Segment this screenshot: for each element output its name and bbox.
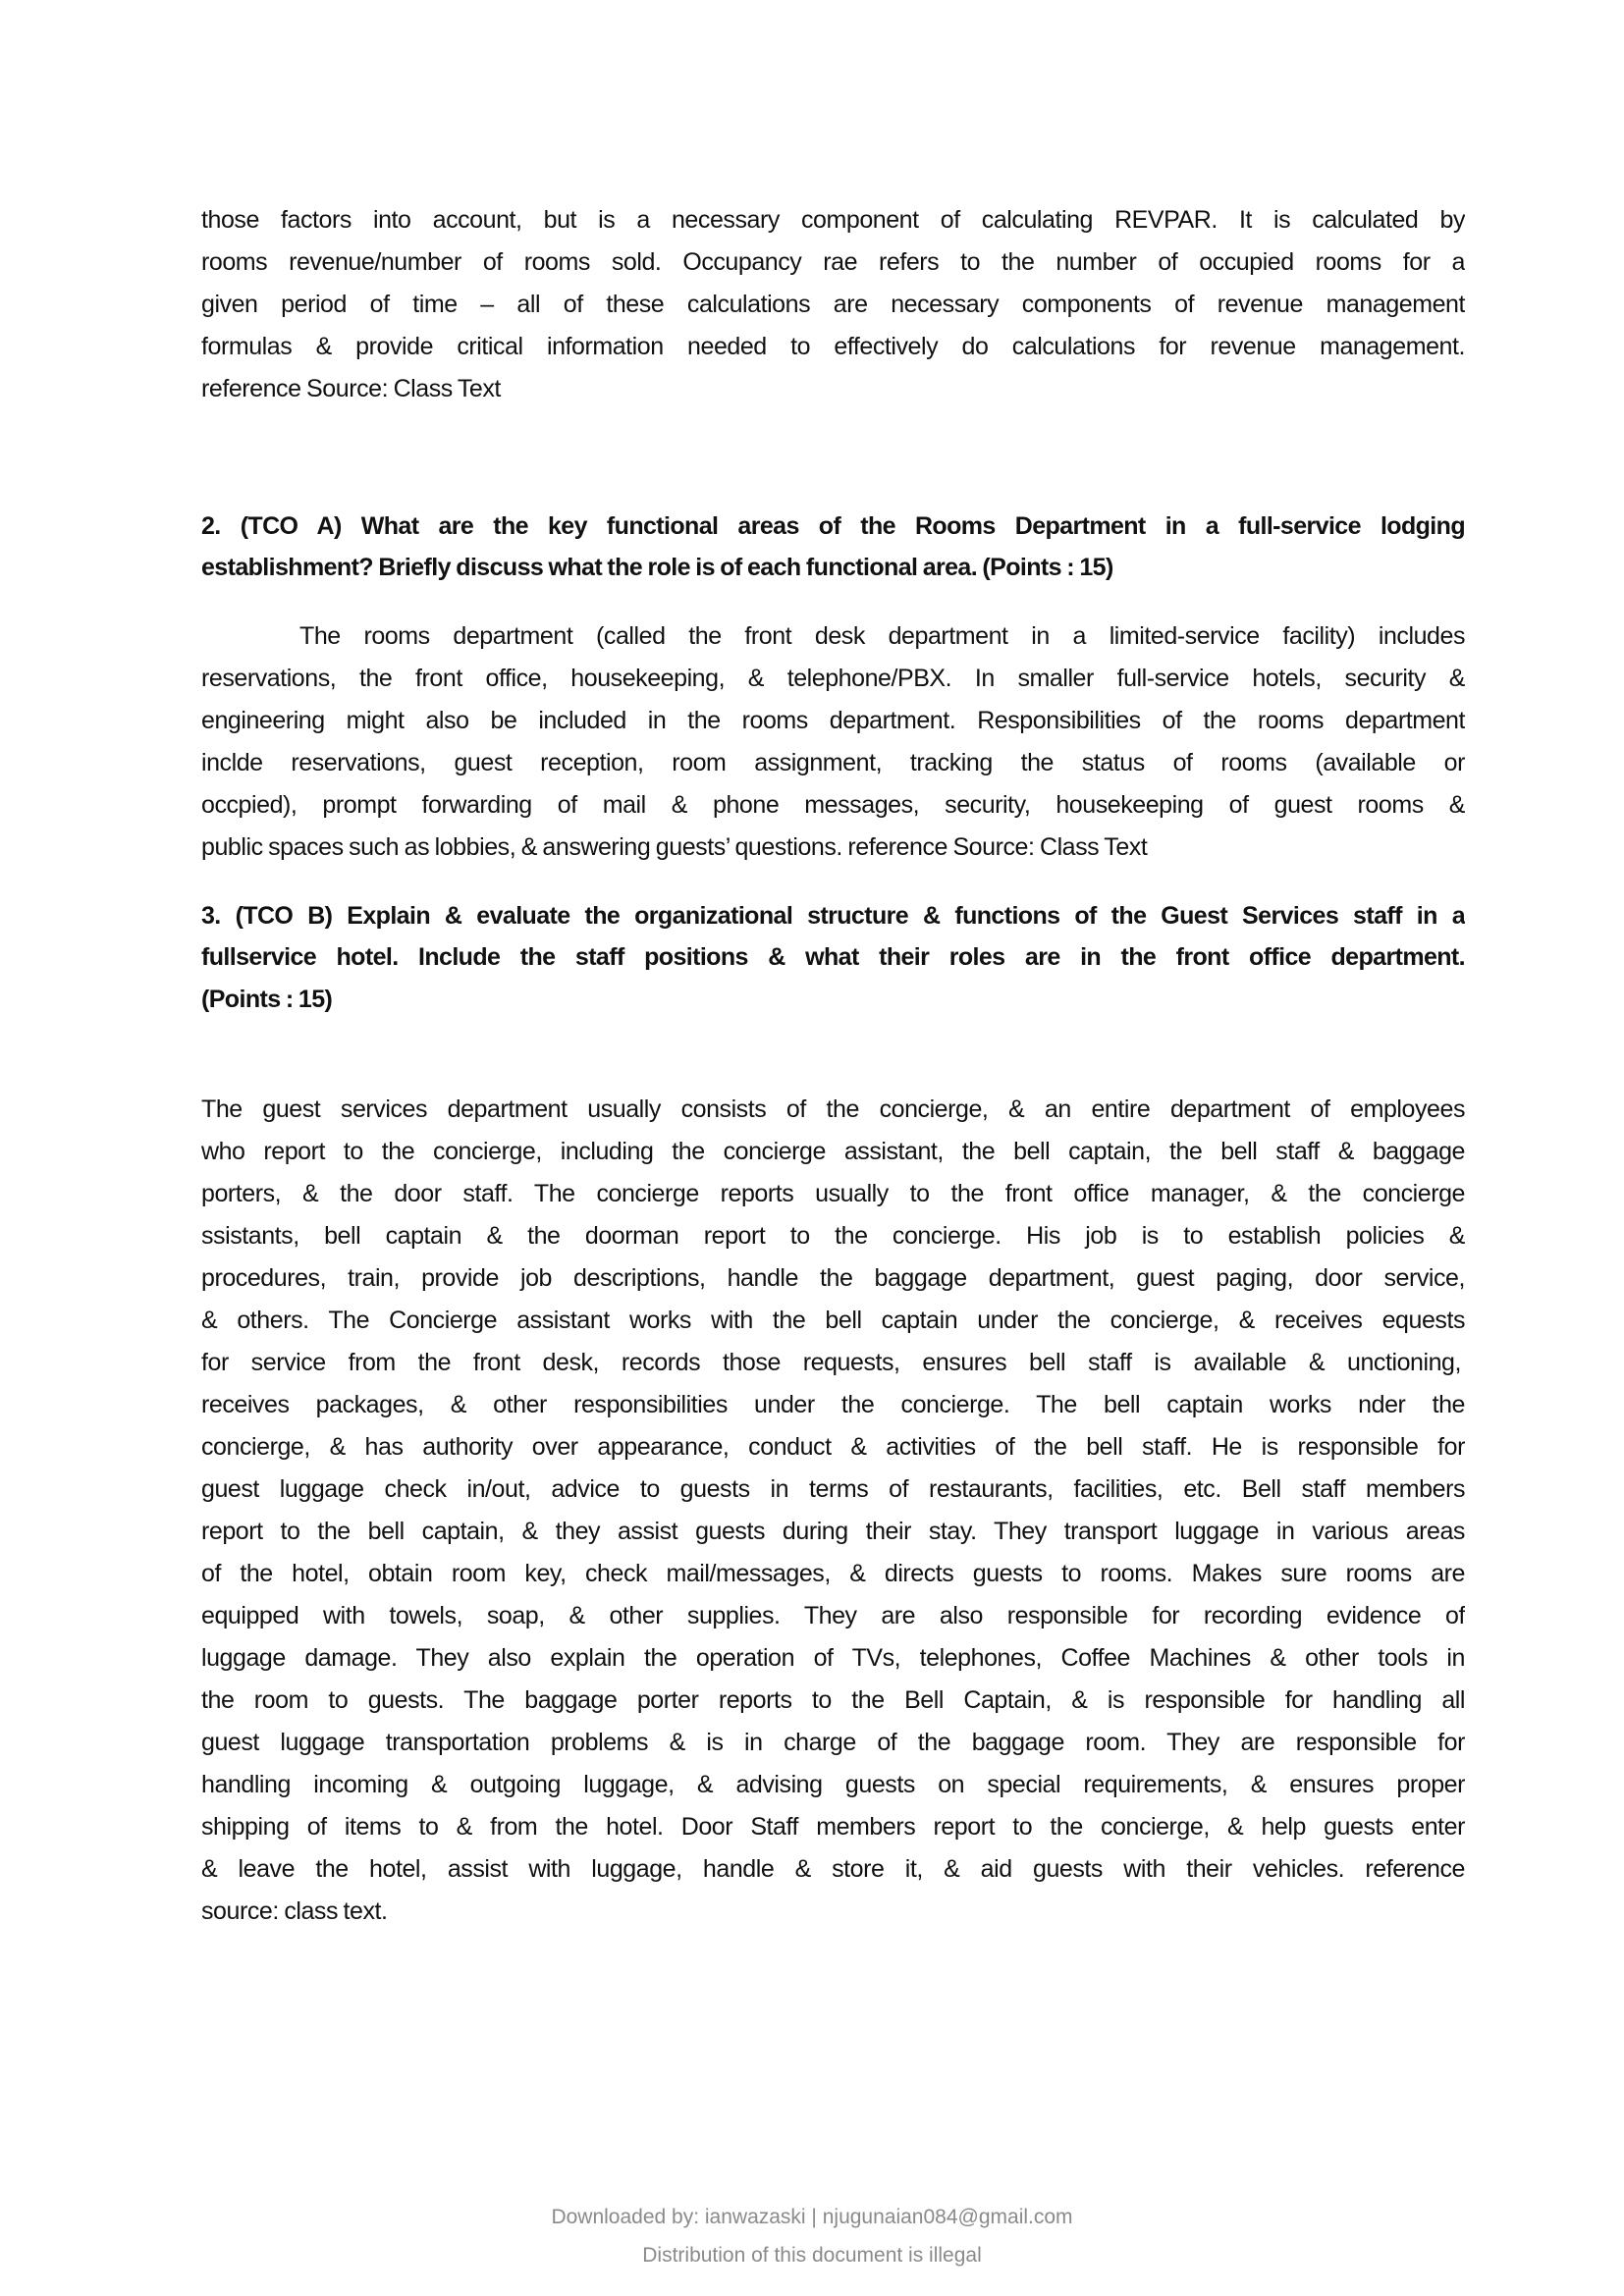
- paragraph-line: The rooms department (called the front desk department in a limited-service facility) includes: [299, 622, 1465, 650]
- download-attribution: Downloaded by: ianwazaski | njugunaian084@gmail.com: [551, 2206, 1073, 2228]
- paragraph-line: concierge, & has authority over appearance, conduct & activities of the bell staff. He is responsible for: [201, 1433, 1465, 1461]
- paragraph-line: report to the bell captain, & they assist guests during their stay. They transport luggage in various areas: [201, 1518, 1465, 1545]
- paragraph-line: who report to the concierge, including the concierge assistant, the bell captain, the bell staff & baggage: [201, 1138, 1465, 1165]
- paragraph-line: equipped with towels, soap, & other supplies. They are also responsible for recording evidence of: [201, 1602, 1465, 1629]
- heading-line: fullservice hotel. Include the staff positions & what their roles are in the front office department.: [201, 943, 1465, 971]
- paragraph-line: reference Source: Class Text: [201, 375, 501, 402]
- paragraph-line: ssistants, bell captain & the doorman report to the concierge. His job is to establish policies &: [201, 1222, 1465, 1250]
- paragraph-line: handling incoming & outgoing luggage, & advising guests on special requirements, & ensures proper: [201, 1771, 1465, 1798]
- paragraph-line: rooms revenue/number of rooms sold. Occupancy rae refers to the number of occupied rooms for a: [201, 248, 1465, 276]
- paragraph-line: public spaces such as lobbies, & answering guests’ questions. reference Source: Class Text: [201, 833, 1148, 861]
- paragraph-line: for service from the front desk, records those requests, ensures bell staff is available & unctioning,: [201, 1349, 1461, 1376]
- paragraph-line: given period of time – all of these calculations are necessary components of revenue management: [201, 291, 1465, 318]
- paragraph-line: those factors into account, but is a necessary component of calculating REVPAR. It is calculated by: [201, 206, 1465, 234]
- heading-line: 3. (TCO B) Explain & evaluate the organizational structure & functions of the Guest Services staff in a: [201, 902, 1465, 930]
- distribution-notice: Distribution of this document is illegal: [642, 2244, 982, 2267]
- paragraph-line: shipping of items to & from the hotel. Door Staff members report to the concierge, & help guests enter: [201, 1813, 1465, 1841]
- heading-line: establishment? Briefly discuss what the role is of each functional area. (Points : 15): [201, 554, 1113, 581]
- paragraph-line: source: class text.: [201, 1897, 388, 1925]
- paragraph-line: & others. The Concierge assistant works with the bell captain under the concierge, & receives equests: [201, 1307, 1465, 1334]
- paragraph-line: reservations, the front office, housekeeping, & telephone/PBX. In smaller full-service hotels, security &: [201, 665, 1465, 692]
- paragraph-line: guest luggage check in/out, advice to guests in terms of restaurants, facilities, etc. Bell staff members: [201, 1475, 1465, 1503]
- paragraph-line: guest luggage transportation problems & is in charge of the baggage room. They are responsible for: [201, 1729, 1465, 1756]
- paragraph-line: occpied), prompt forwarding of mail & phone messages, security, housekeeping of guest rooms &: [201, 791, 1465, 819]
- paragraph-line: of the hotel, obtain room key, check mail/messages, & directs guests to rooms. Makes sure rooms are: [201, 1560, 1465, 1587]
- paragraph-line: receives packages, & other responsibilities under the concierge. The bell captain works nder the: [201, 1391, 1465, 1418]
- paragraph-line: the room to guests. The baggage porter reports to the Bell Captain, & is responsible for handling all: [201, 1686, 1465, 1714]
- paragraph-line: inclde reservations, guest reception, room assignment, tracking the status of rooms (available or: [201, 749, 1465, 776]
- paragraph-line: porters, & the door staff. The concierge reports usually to the front office manager, & the concierge: [201, 1180, 1465, 1207]
- paragraph-line: procedures, train, provide job descriptions, handle the baggage department, guest paging, door service,: [201, 1264, 1465, 1292]
- paragraph-line: engineering might also be included in the rooms department. Responsibilities of the rooms department: [201, 707, 1465, 734]
- paragraph-line: luggage damage. They also explain the operation of TVs, telephones, Coffee Machines & other tools in: [201, 1644, 1465, 1672]
- paragraph-line: The guest services department usually consists of the concierge, & an entire department of employees: [201, 1095, 1465, 1123]
- heading-line: (Points : 15): [201, 986, 333, 1013]
- paragraph-line: & leave the hotel, assist with luggage, handle & store it, & aid guests with their vehicles. reference: [201, 1855, 1465, 1883]
- paragraph-line: formulas & provide critical information needed to effectively do calculations for revenue management.: [201, 333, 1465, 360]
- heading-line: 2. (TCO A) What are the key functional areas of the Rooms Department in a full-service lodging: [201, 512, 1465, 540]
